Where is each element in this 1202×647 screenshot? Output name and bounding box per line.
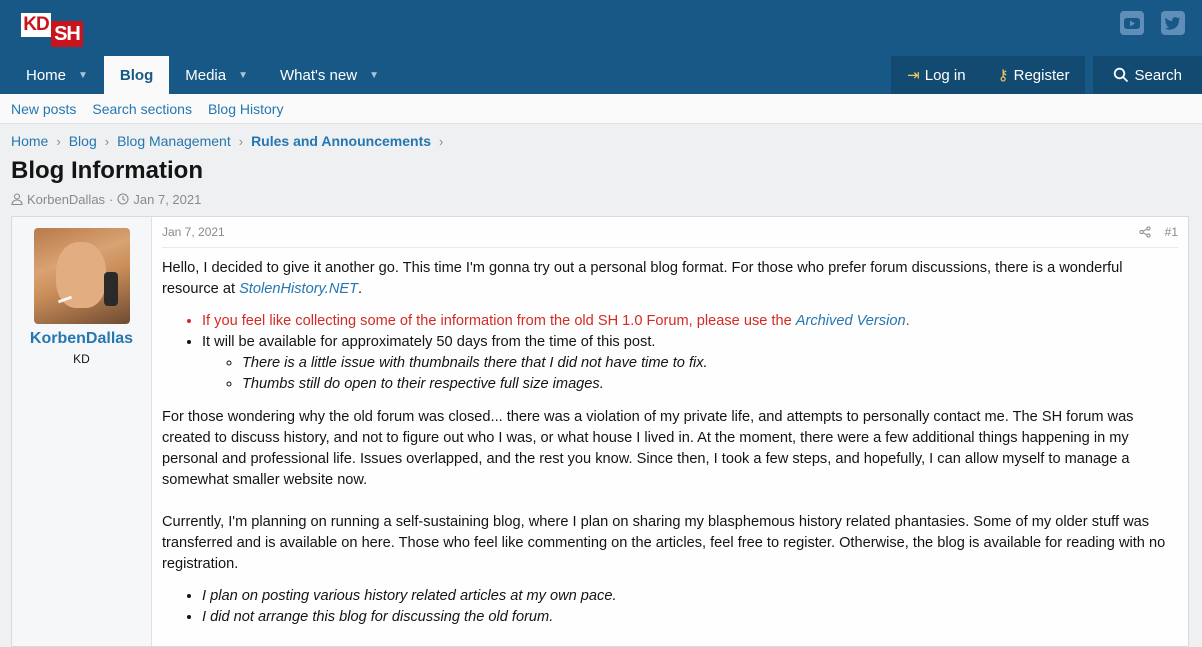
post-message	[152, 217, 1188, 646]
list-item-text: If you feel like collecting some of the information from the old SH 1.0 Forum, please use the	[202, 313, 796, 329]
list-item-end: .	[905, 313, 910, 329]
user-icon	[11, 193, 23, 205]
plan-list	[202, 586, 1178, 628]
tab-media-label: Media	[185, 66, 227, 84]
post-user-cell	[12, 217, 152, 646]
meta-separator: ·	[109, 191, 114, 207]
subnav-search-sections[interactable]: Search sections	[92, 100, 192, 117]
twitter-icon[interactable]	[1160, 10, 1186, 36]
post-header	[162, 217, 1178, 248]
tab-media[interactable]	[169, 56, 264, 94]
tab-whats-new-label: What's new	[280, 66, 358, 84]
login-icon: ⇥	[907, 67, 920, 84]
chevron-down-icon[interactable]: ▼	[369, 69, 379, 81]
post-paragraph: For those wondering why the old forum was closed... there was a violation of my private life, and attempts to personally contact me. The SH forum was created to discuss history, and not to figure out who I was, or what house I lived in. At the moment, there were a few additional things happening in my personal and professional life. Issues overlapped, and the rest you know. Since then, I took a few steps, and hopefully, I can allow myself to manage a somewhat smaller website now.	[162, 409, 1134, 488]
list-item	[202, 586, 1178, 607]
tab-blog-label: Blog	[119, 66, 154, 84]
nav-account	[891, 56, 1202, 94]
login-button[interactable]	[891, 56, 981, 94]
list-item-text: Thumbs still do open to their respective full size images.	[242, 376, 604, 392]
chevron-right-icon: ›	[56, 133, 61, 149]
breadcrumb-blog[interactable]: Blog	[68, 133, 97, 149]
list-item-text: I did not arrange this blog for discussing the old forum.	[202, 609, 554, 625]
thread-meta	[0, 186, 1202, 212]
tab-home-label: Home	[26, 66, 67, 84]
list-item	[242, 353, 1178, 374]
share-icon[interactable]	[1139, 226, 1151, 238]
breadcrumb-rules[interactable]: Rules and Announcements	[251, 133, 432, 149]
chevron-down-icon[interactable]: ▼	[238, 69, 249, 81]
chevron-right-icon: ›	[238, 133, 244, 149]
list-item	[202, 607, 1178, 628]
login-label: Log in	[924, 66, 966, 84]
register-button[interactable]	[982, 56, 1086, 94]
social-links	[1119, 10, 1186, 36]
list-item	[202, 311, 1178, 332]
sub-nav	[0, 94, 1202, 124]
post-paragraph: Currently, I'm planning on running a self-sustaining blog, where I plan on sharing my blasphemous history related phantasies. Some of my older stuff was transferred and is available on here. Those who feel like commenting on the articles, feel free to register. Otherwise, the blog is available for reading with no registration.	[162, 514, 1166, 572]
site-header	[0, 0, 1202, 56]
sub-list	[242, 353, 1178, 395]
chevron-down-icon[interactable]: ▼	[78, 69, 88, 81]
list-item	[242, 374, 1178, 395]
breadcrumb-home[interactable]: Home	[11, 133, 49, 149]
stolenhistory-link[interactable]: StolenHistory.NET	[239, 281, 359, 297]
thread-date[interactable]: Jan 7, 2021	[133, 191, 202, 207]
breadcrumb	[0, 124, 1202, 152]
chevron-right-icon: ›	[439, 133, 444, 149]
site-logo[interactable]	[21, 13, 83, 47]
subnav-new-posts[interactable]: New posts	[11, 100, 77, 117]
post-username[interactable]: KorbenDallas	[29, 330, 134, 347]
breadcrumb-blog-management[interactable]: Blog Management	[117, 133, 231, 149]
post-paragraph	[162, 258, 1178, 300]
logo-sh: SH	[51, 21, 83, 47]
youtube-icon[interactable]	[1119, 10, 1145, 36]
avatar-phone	[104, 272, 118, 306]
tab-blog[interactable]	[104, 56, 169, 94]
thread-author[interactable]: KorbenDallas	[27, 191, 106, 207]
post-body	[162, 248, 1178, 628]
paragraph-text: Hello, I decided to give it another go. This time I'm gonna try out a personal blog format. For those who prefer forum discussions, there is a wonderful resource at	[162, 260, 1123, 297]
logo-kd: KD	[21, 13, 51, 37]
register-label: Register	[1013, 66, 1070, 84]
list-item-text: There is a little issue with thumbnails there that I did not have time to fix.	[242, 355, 708, 371]
info-list	[202, 311, 1178, 395]
page-title: Blog Information	[11, 157, 203, 184]
subnav-blog-history[interactable]: Blog History	[207, 100, 284, 117]
list-item-text: It will be available for approximately 50 days from the time of this post.	[202, 334, 656, 350]
search-label: Search	[1134, 66, 1182, 84]
post-user-title: KD	[73, 352, 90, 366]
paragraph-end: .	[358, 281, 363, 297]
key-icon: ⚷	[997, 67, 1009, 84]
archived-version-link[interactable]: Archived Version	[795, 313, 906, 329]
clock-icon	[117, 193, 129, 205]
tab-whats-new[interactable]	[264, 56, 395, 94]
post-date[interactable]: Jan 7, 2021	[162, 225, 225, 239]
post	[11, 216, 1189, 647]
post-actions	[1139, 225, 1178, 239]
avatar[interactable]	[34, 228, 130, 324]
search-button[interactable]	[1093, 56, 1202, 94]
account-group	[891, 56, 1085, 94]
post-number[interactable]: #1	[1164, 225, 1178, 239]
tab-home[interactable]	[10, 56, 104, 94]
chevron-right-icon: ›	[104, 133, 110, 149]
search-icon	[1113, 67, 1129, 83]
list-item-text: I plan on posting various history related articles at my own pace.	[202, 588, 617, 604]
list-item	[202, 332, 1178, 395]
main-nav	[0, 56, 1202, 94]
